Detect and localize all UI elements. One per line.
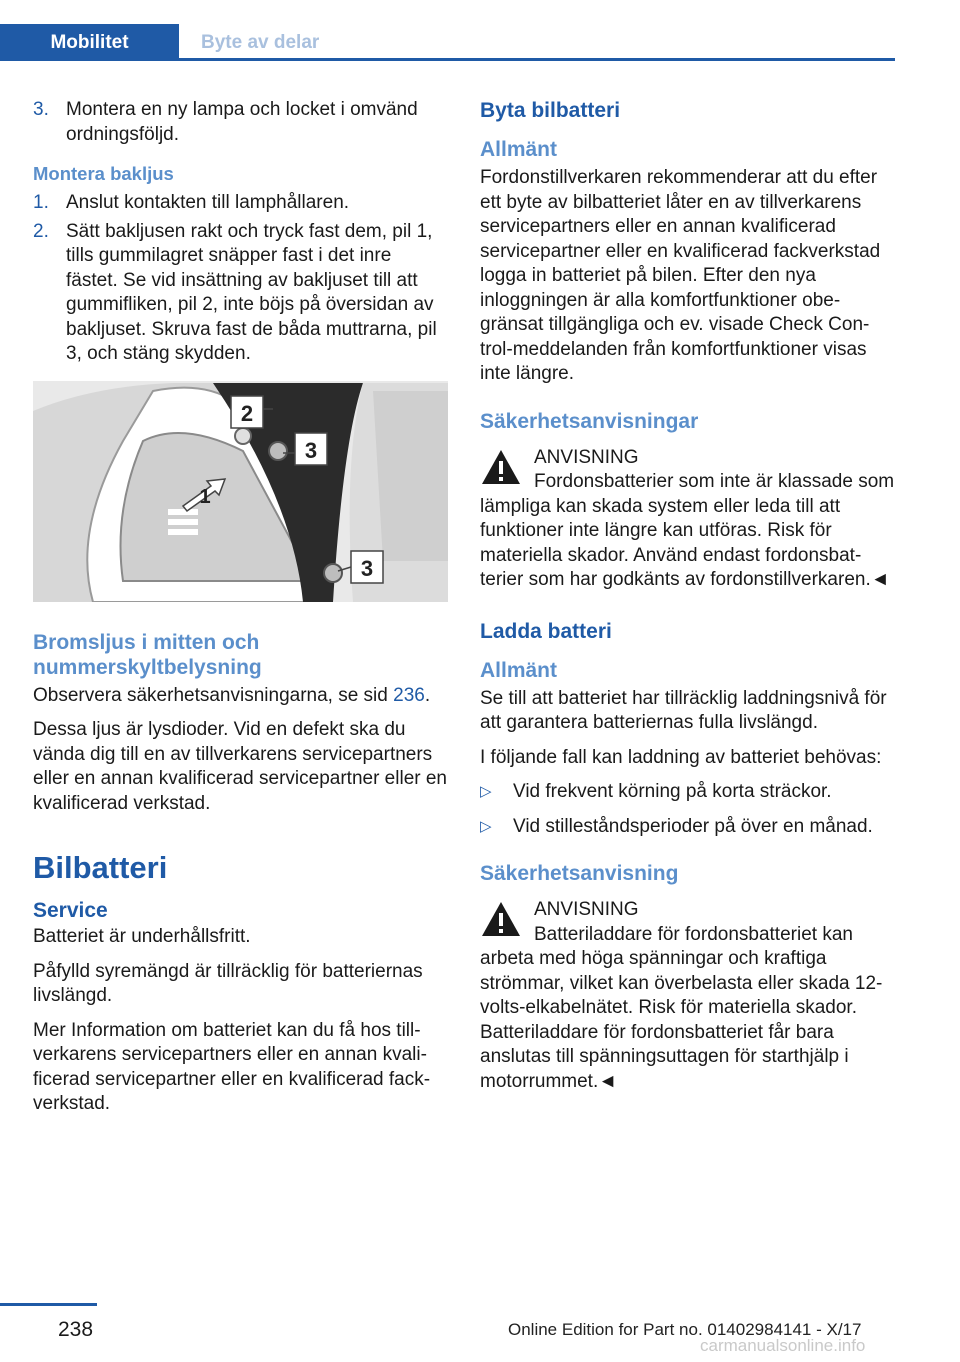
figure-label-3b: 3 xyxy=(360,555,374,581)
bromsljus-paragraph-2: Dessa ljus är lysdioder. Vid en defekt ska du vända dig till en av tillverkarens servicepartners eller en annan kvalificerad servicepartner eller en kvalificerad verkstad. xyxy=(33,719,448,814)
heading-byta-bilbatteri: Byta bilbatteri xyxy=(480,99,621,122)
bakljus-step-2 xyxy=(33,220,448,367)
step-number: 2. xyxy=(33,220,49,242)
tab-mobilitet[interactable]: Mobilitet xyxy=(0,24,179,60)
bullet-text: Vid frekvent körning på korta sträckor. xyxy=(513,781,832,802)
bakljus-step-1 xyxy=(33,191,448,216)
left-column xyxy=(33,98,448,1127)
right-column xyxy=(480,98,895,1104)
heading-service: Service xyxy=(33,899,108,922)
heading-ladda-batteri: Ladda batteri xyxy=(480,619,612,643)
warning-block-2 xyxy=(480,898,895,1094)
taillight-figure xyxy=(33,381,448,602)
heading-sakerhetsanvisning: Säkerhetsanvisning xyxy=(480,862,679,885)
bullet-item-1 xyxy=(480,780,895,805)
warning-block-1 xyxy=(480,446,895,593)
ladda-paragraph-1: Se till att batteriet har tillräcklig laddningsnivå för att garantera batteriernas fulla livslängd. xyxy=(480,687,887,733)
bullet-item-2 xyxy=(480,815,895,840)
figure-label-1: 1 xyxy=(199,485,211,508)
step-text: Montera en ny lampa och locket i omvänd ordningsföljd. xyxy=(66,99,418,145)
heading-allmant-2: Allmänt xyxy=(480,658,558,682)
subheading-montera-bakljus: Montera bakljus xyxy=(33,163,174,184)
taillight-illustration xyxy=(33,381,448,602)
bullet-triangle-icon: ▷ xyxy=(480,783,492,800)
heading-bilbatteri: Bilbatteri xyxy=(33,850,168,885)
page-reference-link[interactable]: 236 xyxy=(393,684,425,706)
step-3 xyxy=(33,98,448,147)
warning-triangle-icon xyxy=(480,900,522,938)
step-number: 3. xyxy=(33,99,49,120)
step-text: Anslut kontakten till lamphållaren. xyxy=(66,192,350,213)
ladda-paragraph-2: I följande fall kan laddning av batteriet behövas: xyxy=(480,746,882,768)
bromsljus-paragraph-1 xyxy=(33,684,448,709)
warning-triangle-icon xyxy=(480,448,522,486)
heading-allmant-1: Allmänt xyxy=(480,138,558,161)
page-number: 238 xyxy=(58,1318,94,1341)
heading-sakerhetsanvisningar: Säkerhetsanvisningar xyxy=(480,409,699,433)
warning-title: ANVISNING xyxy=(534,446,639,468)
tab-byte-av-delar[interactable]: Byte av delar xyxy=(201,32,320,53)
header-rule xyxy=(0,58,895,61)
chapter-tabs xyxy=(0,24,341,60)
figure-label-2: 2 xyxy=(240,400,254,426)
service-paragraph-3: Mer Information om batteriet kan du få hos tillverkarens servicepartners eller en annan kvalificerad servicepartner eller en kvalificerad fackverkstad. xyxy=(33,1019,431,1114)
step-text: Sätt bakljusen rakt och tryck fast dem, pil 1, tills gummilagret snäpper fast i det inre fästet. Se vid insättning av bakljuset till att gummifliken, pil 2, inte böjs på översidan av bakljuset. Skruva fast de båda muttrarna, pil 3, och stäng skydden. xyxy=(66,220,437,364)
bullet-triangle-icon: ▷ xyxy=(480,817,492,835)
heading-bromsljus: Bromsljus i mitten och nummerskyltbelysning xyxy=(33,630,262,679)
watermark: carmanualsonline.info xyxy=(700,1336,866,1355)
text-span: . xyxy=(424,684,431,706)
byta-paragraph: Fordonstillverkaren rekommenderar att du efter ett byte av bilbatteriet låter en av tillverkarens servicepartners eller en annan kvalificerad servicepartner eller en kvalificerad fackverkstad logga in batteriet på bilen. Efter den nya inloggningen är alla komfortfunktioner obegränsat tillgängliga och ev. visade Check Control-meddelanden från komfortfunktioner visas inte längre. xyxy=(480,167,881,384)
edition-note: Online Edition for Part no. 01402984141 - X/17 xyxy=(508,1320,862,1339)
service-paragraph-1: Batteriet är underhållsfritt. xyxy=(33,926,251,947)
warning-title: ANVISNING xyxy=(534,899,639,920)
service-paragraph-2: Påfylld syremängd är tillräcklig för batteriernas livslängd. xyxy=(33,960,423,1006)
warning-text: Fordonsbatterier som inte är klassade som lämpliga kan skada system eller leda till att funktioner inte längre kan utföras. Risk för materiella skador. Använd endast fordonsbatterier som har godkänts av fordonstillverkaren.◄ xyxy=(480,471,895,590)
warning-text: Batteriladdare för fordonsbatteriet kan arbeta med höga spänningar och kraftiga strömmar, vilket kan överbelasta eller skada 12-volts-elkabelnätet. Risk för materiella skador. Batteriladdare för fordonsbatteriet får bara anslutas till spänningsuttagen för starthjälp i motorrummet.◄ xyxy=(480,923,883,1092)
footer-rule xyxy=(0,1303,97,1306)
bullet-text: Vid stilleståndsperioder på över en månad. xyxy=(513,815,873,837)
step-number: 1. xyxy=(33,192,49,213)
figure-label-3: 3 xyxy=(304,437,318,463)
text-span: Observera säkerhetsanvisningarna, se sid xyxy=(33,684,394,706)
